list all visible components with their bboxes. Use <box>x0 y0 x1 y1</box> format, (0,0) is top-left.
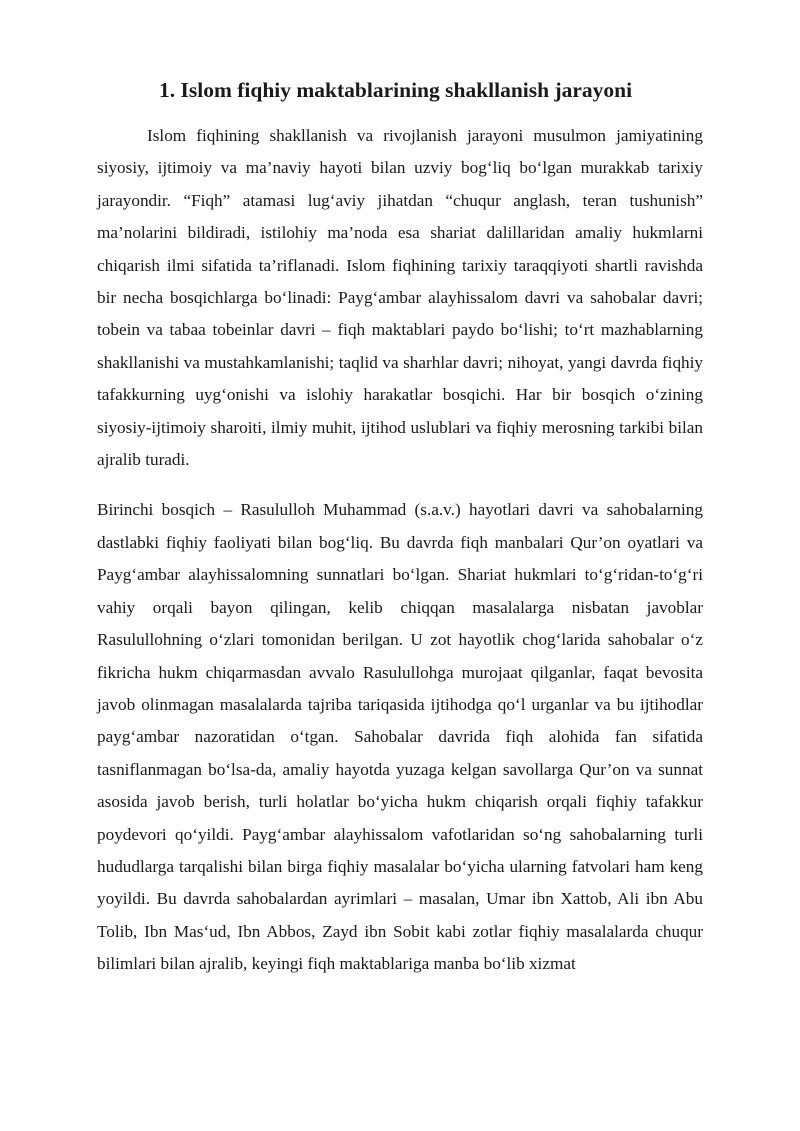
paragraph-introduction: Islom fiqhining shakllanish va rivojlanish jarayoni musulmon jamiyatining siyosiy, ijtimoiy va ma’naviy hayoti bilan uzviy bog‘liq bo‘lgan murakkab tarixiy jarayondir. “Fiqh” atamasi lug‘aviy jihatdan “chuqur anglash, teran tushunish” ma’nolarini bildiradi, istilohiy ma’noda esa shariat dalillaridan amaliy hukmlarni chiqarish ilmi sifatida ta’riflanadi. Islom fiqhining tarixiy taraqqiyoti shartli ravishda bir necha bosqichlarga bo‘linadi: Payg‘ambar alayhissalom davri va sahobalar davri; tobein va tabaa tobeinlar davri – fiqh maktablari paydo bo‘lishi; to‘rt mazhablarning shakllanishi va mustahkamlanishi; taqlid va sharhlar davri; nihoyat, yangi davrda fiqhiy tafakkurning uyg‘onishi va islohiy harakatlar bosqichi. Har bir bosqich o‘zining siyosiy-ijtimoiy sharoiti, ilmiy muhit, ijtihod uslublari va fiqhiy merosning tarkibi bilan ajralib turadi. <box>97 126 703 470</box>
document-page <box>97 68 703 981</box>
paragraph-first-stage: Birinchi bosqich – Rasululloh Muhammad (s.a.v.) hayotlari davri va sahobalarning dastlabki fiqhiy faoliyati bilan bog‘liq. Bu davrda fiqh manbalari Qur’on oyatlari va Payg‘ambar alayhissalomning sunnatlari bo‘lgan. Shariat hukmlari to‘g‘ridan-to‘g‘ri vahiy orqali bayon qilingan, kelib chiqqan masalalarga nisbatan javoblar Rasulullohning o‘zlari tomonidan berilgan. U zot hayotlik chog‘larida sahobalar o‘z fikricha hukm chiqarmasdan avvalo Rasulullohga murojaat qilganlar, faqat bevosita javob olinmagan masalalarda tajriba tariqasida ijtihodga qo‘l urganlar va bu ijtihodlar payg‘ambar nazoratidan o‘tgan. Sahobalar davrida fiqh alohida fan sifatida tasniflanmagan bo‘lsa-da, amaliy hayotda yuzaga kelgan savollarga Qur’on va sunnat asosida javob berish, turli holatlar bo‘yicha hukm chiqarish orqali fiqhiy tafakkur poydevori qo‘yildi. Payg‘ambar alayhissalom vafotlaridan so‘ng sahobalarning turli hududlarga tarqalishi bilan birga fiqhiy masalalar bo‘yicha ularning fatvolari ham keng yoyildi. Bu davrda sahobalardan ayrimlari – masalan, Umar ibn Xattob, Ali ibn Abu Tolib, Ibn Mas‘ud, Ibn Abbos, Zayd ibn Sobit kabi zotlar fiqhiy masalalarda chuqur bilimlari bilan ajralib, keyingi fiqh maktablariga manba bo‘lib xizmat <box>97 500 703 974</box>
section-title: 1. Islom fiqhiy maktablarining shakllanish jarayoni <box>159 78 633 102</box>
